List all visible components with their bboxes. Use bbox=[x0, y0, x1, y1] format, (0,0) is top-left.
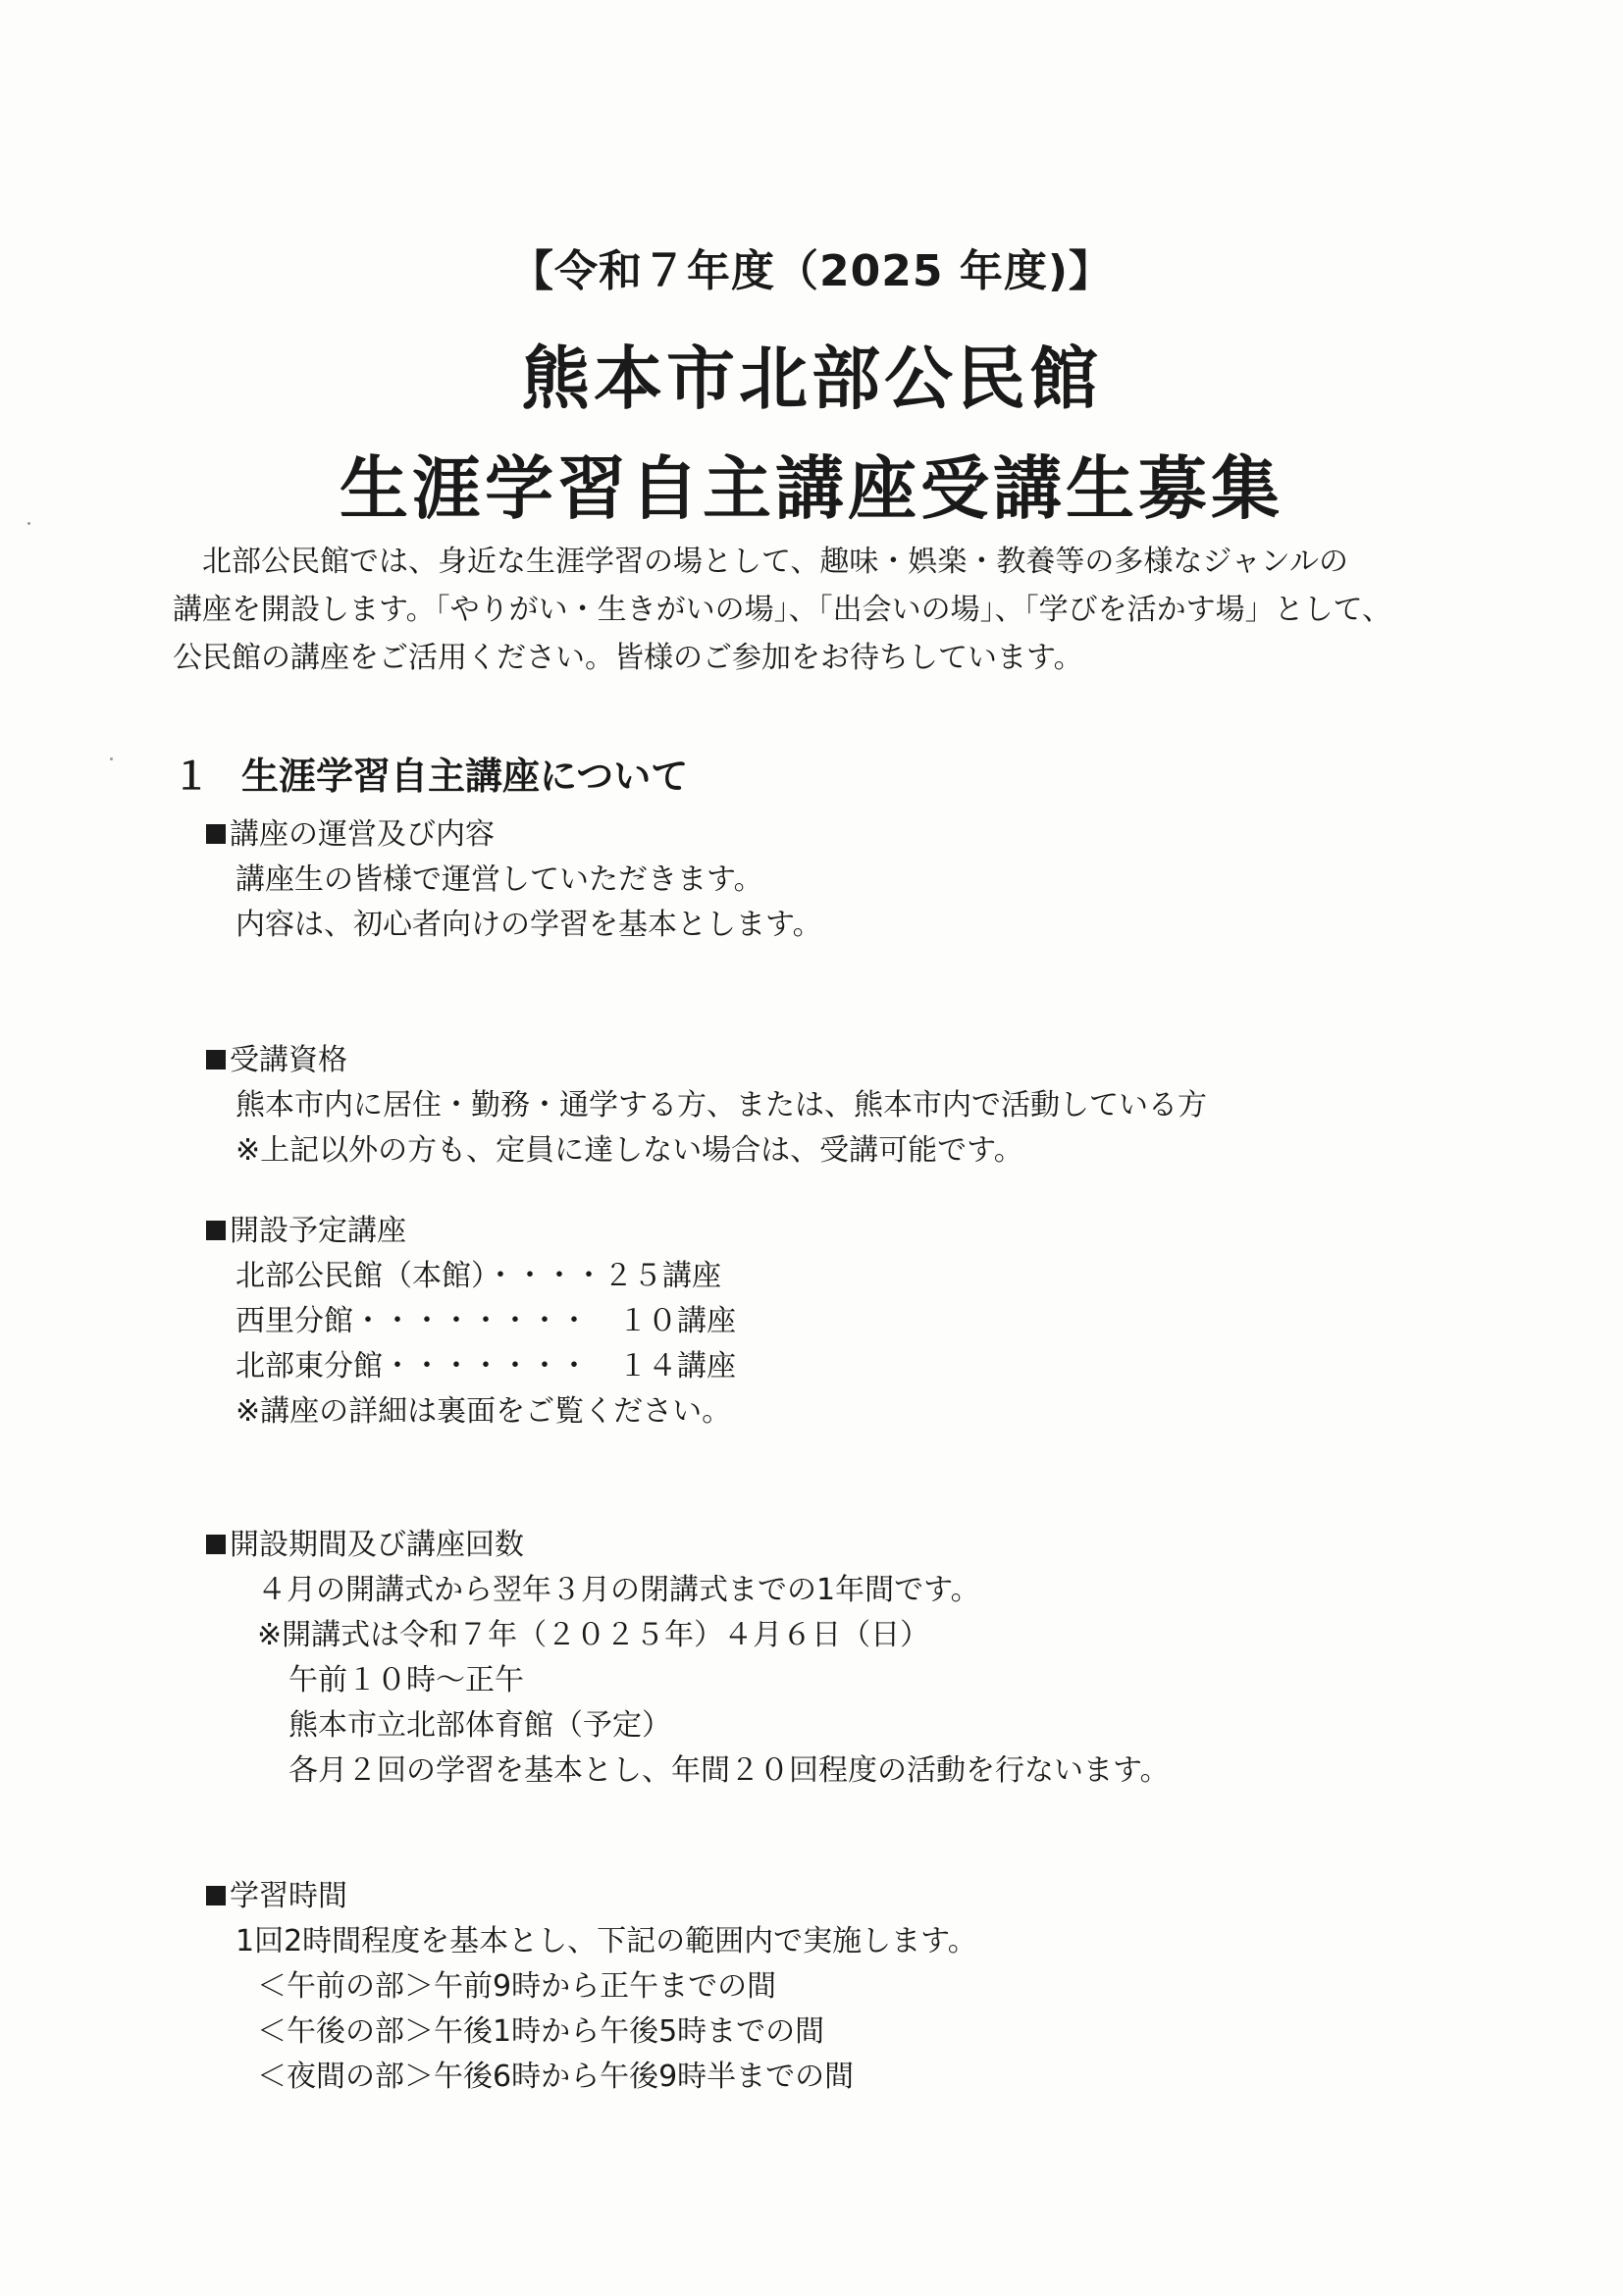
black-square-icon bbox=[206, 1886, 226, 1905]
block-line: ※上記以外の方も、定員に達しない場合は、受講可能です。 bbox=[236, 1133, 1023, 1168]
block-line: ※開講式は令和７年（２０２５年）４月６日（日） bbox=[257, 1618, 930, 1652]
eligibility-block bbox=[206, 1038, 1207, 1174]
time-slot-line: ＜午前の部＞午前9時から正午までの間 bbox=[257, 1969, 777, 2004]
block-heading bbox=[206, 1874, 977, 1919]
intro-paragraph bbox=[173, 538, 1468, 682]
hours-block bbox=[206, 1874, 977, 2100]
block-line: ※講座の詳細は裏面をご覧ください。 bbox=[236, 1394, 732, 1429]
fiscal-year-label: 【令和７年度（2025 年度)】 bbox=[510, 246, 1113, 296]
intro-line: 公民館の講座をご活用ください。皆様のご参加をお待ちしています。 bbox=[173, 641, 1083, 675]
block-line: 講座生の皆様で運営していただきます。 bbox=[236, 862, 763, 897]
page-title: 熊本市北部公民館 bbox=[521, 339, 1102, 419]
course-count-line: 北部公民館（本館）・・・・２５講座 bbox=[236, 1259, 721, 1293]
block-line: 1回2時間程度を基本とし、下記の範囲内で実施します。 bbox=[236, 1924, 977, 1958]
block-heading bbox=[206, 1209, 736, 1254]
scan-speck bbox=[110, 757, 113, 760]
black-square-icon bbox=[206, 1221, 226, 1240]
black-square-icon bbox=[206, 824, 226, 844]
section-heading bbox=[173, 746, 688, 800]
operation-block bbox=[206, 812, 822, 948]
intro-line: 北部公民館では、身近な生涯学習の場として、趣味・娯楽・教養等の多様なジャンルの bbox=[202, 545, 1349, 579]
block-line: 内容は、初心者向けの学習を基本とします。 bbox=[236, 908, 822, 942]
block-line: 熊本市内に居住・勤務・通学する方、または、熊本市内で活動している方 bbox=[236, 1088, 1207, 1122]
block-line: ４月の開講式から翌年３月の閉講式までの1年間です。 bbox=[257, 1573, 980, 1607]
block-heading-text: 受講資格 bbox=[230, 1043, 347, 1077]
black-square-icon bbox=[206, 1535, 226, 1554]
section-number: １ bbox=[173, 755, 211, 798]
block-heading bbox=[206, 1523, 1170, 1568]
block-heading-text: 学習時間 bbox=[230, 1879, 347, 1913]
block-line: 午前１０時～正午 bbox=[288, 1663, 524, 1697]
time-slot-line: ＜夜間の部＞午後6時から午後9時半までの間 bbox=[257, 2060, 855, 2094]
planned-courses-block bbox=[206, 1209, 736, 1435]
section-title: 生涯学習自主講座について bbox=[241, 755, 689, 798]
black-square-icon bbox=[206, 1050, 226, 1070]
block-heading bbox=[206, 812, 822, 858]
block-line: 各月２回の学習を基本とし、年間２０回程度の活動を行ないます。 bbox=[288, 1753, 1170, 1788]
block-heading-text: 開設期間及び講座回数 bbox=[230, 1528, 524, 1562]
course-count-line: 北部東分館・・・・・・・ １４講座 bbox=[236, 1349, 736, 1383]
block-heading-text: 講座の運営及び内容 bbox=[230, 817, 495, 852]
page-subtitle: 生涯学習自主講座受講生募集 bbox=[340, 448, 1283, 529]
course-count-line: 西里分館・・・・・・・・ １０講座 bbox=[236, 1304, 736, 1338]
block-heading-text: 開設予定講座 bbox=[230, 1214, 406, 1248]
block-line: 熊本市立北部体育館（予定） bbox=[288, 1708, 671, 1743]
intro-line: 講座を開設します。「やりがい・生きがいの場」、「出会いの場」、「学びを活かす場」として、 bbox=[173, 593, 1391, 627]
time-slot-line: ＜午後の部＞午後1時から午後5時までの間 bbox=[257, 2014, 825, 2049]
block-heading bbox=[206, 1038, 1207, 1083]
period-block bbox=[206, 1523, 1170, 1794]
